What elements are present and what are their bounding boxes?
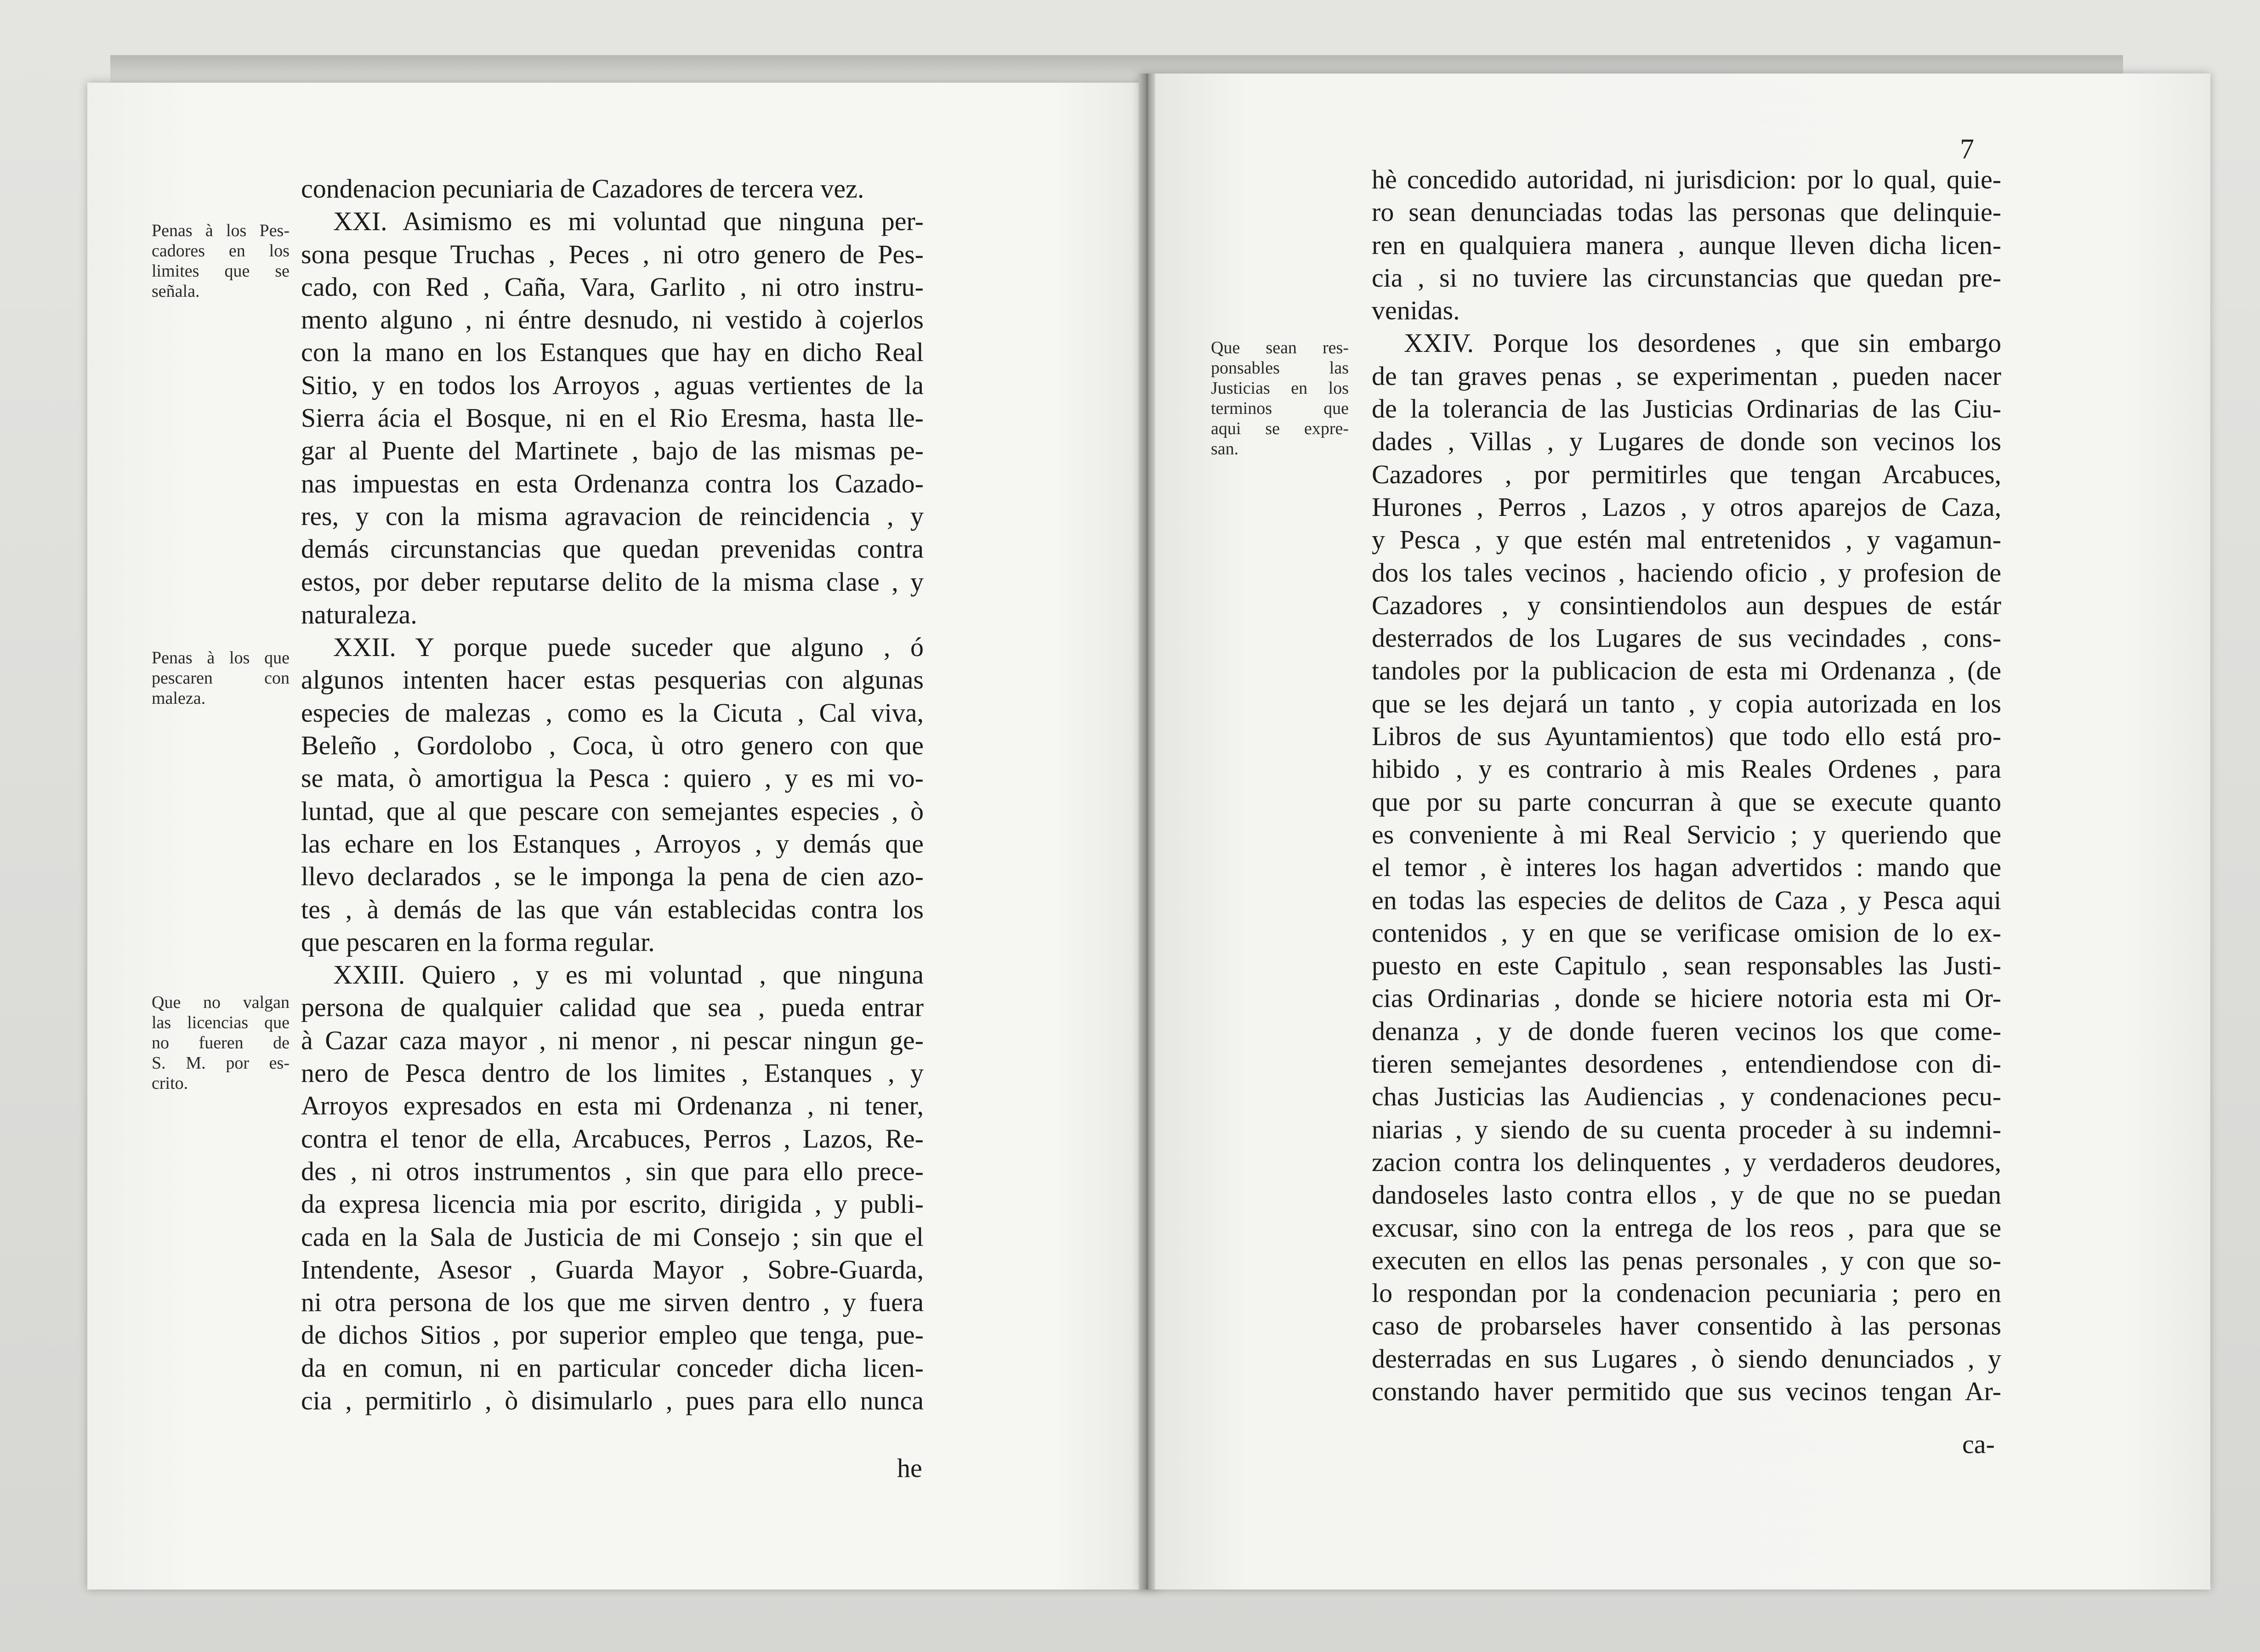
text-line: caso de probarseles haver consentido à las personas [1372, 1311, 2001, 1341]
left-page-catchword: he [897, 1453, 922, 1483]
text-line: demás circunstancias que quedan prevenidas contra [301, 534, 924, 564]
text-line: luntad, que al que pescare con semejantes especies , ò [301, 796, 924, 826]
text-line: nero de Pesca dentro de los limites , Estanques , y [301, 1058, 924, 1088]
text-line: contenidos , y en que se verificase omision de lo ex- [1372, 917, 2001, 948]
margin-note-line: maleza. [152, 689, 206, 708]
text-line: Arroyos expresados en esta mi Ordenanza , ni tener, [301, 1091, 924, 1121]
text-line: de dichos Sitios , por superior empleo que tenga, pue- [301, 1320, 924, 1350]
text-line: XXI. Asimismo es mi voluntad que ninguna per- [333, 206, 924, 237]
text-line: excusar, sino con la entrega de los reos , para que se [1372, 1212, 2001, 1243]
text-line: Sitio, y en todos los Arroyos , aguas vertientes de la [301, 370, 924, 400]
text-line: cias Ordinarias , donde se hiciere notoria esta mi Or- [1372, 983, 2001, 1013]
margin-note-penas-pescadores [152, 221, 290, 301]
text-line: executen en ellos las penas personales , y con que so- [1372, 1245, 2001, 1275]
text-line: res, y con la misma agravacion de reincidencia , y [301, 501, 924, 531]
text-line: zacion contra los delinquentes , y verdaderos deudores, [1372, 1147, 2001, 1177]
text-line: que por su parte concurran à que se execute quanto [1372, 786, 2001, 817]
margin-note-penas-maleza [152, 648, 290, 708]
text-line: mento alguno , ni éntre desnudo, ni vestido à cojerlos [301, 305, 924, 335]
text-line: dos los tales vecinos , haciendo oficio , y profesion de [1372, 557, 2001, 588]
text-line: Cazadores , y consintiendolos aun despues de estár [1372, 590, 2001, 620]
text-line: puesto en este Capitulo , sean responsables las Justi- [1372, 950, 2001, 981]
text-line: tes , à demás de las que ván establecidas contra los [301, 894, 924, 924]
page-number: 7 [1960, 134, 1974, 165]
text-line: ni otra persona de los que me sirven dentro , y fuera [301, 1287, 924, 1318]
margin-note-line: Penas à los Pes- [152, 221, 290, 240]
text-line: à Cazar caza mayor , ni menor , ni pescar ningun ge- [301, 1025, 924, 1055]
text-line: las echare en los Estanques , Arroyos , y demás que [301, 828, 924, 859]
text-line: hè concedido autoridad, ni jurisdicion: por lo qual, quie- [1372, 164, 2001, 194]
text-line: ro sean denunciadas todas las personas que delinquie- [1372, 197, 2001, 227]
text-line: Intendente, Asesor , Guarda Mayor , Sobre-Guarda, [301, 1254, 924, 1284]
text-line: de la tolerancia de las Justicias Ordinarias de las Ciu- [1372, 394, 2001, 424]
text-line: se mata, ò amortigua la Pesca : quiero , y es mi vo- [301, 763, 924, 793]
show-through-left [1085, 652, 1089, 673]
text-line: y Pesca , y que estén mal entretenidos , y vagamun- [1372, 525, 2001, 555]
right-page-body-text [1372, 163, 2001, 1408]
margin-note-line: terminos que [1211, 399, 1349, 418]
text-line: Beleño , Gordolobo , Coca, ù otro genero con que [301, 730, 924, 761]
text-line: cia , permitirlo , ò disimularlo , pues para ello nunca [301, 1385, 924, 1415]
text-line: cada en la Sala de Justicia de mi Consejo ; sin que el [301, 1222, 924, 1252]
margin-note-line: Justicias en los [1211, 379, 1349, 398]
text-line: Libros de sus Ayuntamientos) que todo ello está pro- [1372, 721, 2001, 752]
text-line: nas impuestas en esta Ordenanza contra los Cazado- [301, 468, 924, 498]
margin-note-licencias [152, 992, 290, 1093]
text-line: tandoles por la publicacion de esta mi Ordenanza , (de [1372, 656, 2001, 686]
text-line: sona pesque Truchas , Peces , ni otro genero de Pes- [301, 239, 924, 269]
text-line: dades , Villas , y Lugares de donde son vecinos los [1372, 426, 2001, 457]
text-line: en todas las especies de delitos de Caza , y Pesca aqui [1372, 885, 2001, 915]
book-gutter [1139, 74, 1155, 1590]
margin-note-line: pescaren con [152, 668, 290, 688]
text-line: XXII. Y porque puede suceder que alguno , ó [333, 632, 924, 662]
text-line: constando haver permitido que sus vecinos tengan Ar- [1372, 1376, 2001, 1406]
text-line: ren en qualquiera manera , aunque lleven dicha licen- [1372, 230, 2001, 260]
margin-note-line: aqui se expre- [1211, 419, 1349, 438]
margin-note-line: señala. [152, 282, 200, 301]
text-line: desterrados de los Lugares de sus vecindades , cons- [1372, 623, 2001, 653]
text-line: da en comun, ni en particular conceder dicha licen- [301, 1352, 924, 1383]
text-line: que pescaren en la forma regular. [301, 927, 655, 957]
text-line: des , ni otros instrumentos , sin que para ello prece- [301, 1156, 924, 1186]
text-line: estos, por deber reputarse delito de la misma clase , y [301, 566, 924, 597]
text-line: contra el tenor de ella, Arcabuces, Perros , Lazos, Re- [301, 1123, 924, 1154]
text-line: persona de qualquier calidad que sea , pueda entrar [301, 992, 924, 1023]
margin-note-line: Que sean res- [1211, 338, 1349, 357]
margin-note-line: cadores en los [152, 241, 290, 260]
margin-note-line: crito. [152, 1074, 188, 1093]
margin-note-line: las licencias que [152, 1013, 290, 1032]
text-line: Sierra ácia el Bosque, ni en el Rio Eresma, hasta lle- [301, 403, 924, 433]
text-line: cado, con Red , Caña, Vara, Garlito , ni otro instru- [301, 272, 924, 302]
text-line: el temor , è interes los hagan advertidos : mando que [1372, 852, 2001, 883]
margin-note-line: ponsables las [1211, 358, 1349, 378]
text-line: tieren semejantes desordenes , entendiendose con di- [1372, 1049, 2001, 1079]
margin-note-line: no fueren de [152, 1033, 290, 1052]
text-line: es conveniente à mi Real Servicio ; y queriendo que [1372, 819, 2001, 849]
margin-note-justicias [1211, 338, 1349, 459]
text-line: naturaleza. [301, 599, 417, 629]
margin-note-line: limites que se [152, 261, 290, 281]
text-line: especies de malezas , como es la Cicuta , Cal viva, [301, 697, 924, 728]
margin-note-line: Penas à los que [152, 648, 290, 668]
text-line: hibido , y es contrario à mis Reales Ordenes , para [1372, 754, 2001, 784]
text-line: de tan graves penas , se experimentan , pueden nacer [1372, 361, 2001, 391]
margin-note-line: san. [1211, 439, 1239, 458]
text-line: dandoseles lasto contra ellos , y de que no se puedan [1372, 1180, 2001, 1210]
text-line: Hurones , Perros , Lazos , y otros aparejos de Caza, [1372, 492, 2001, 522]
text-line: gar al Puente del Martinete , bajo de las mismas pe- [301, 436, 924, 466]
margin-note-line: S. M. por es- [152, 1053, 290, 1073]
text-line: desterradas en sus Lugares , ò siendo denunciados , y [1372, 1343, 2001, 1374]
left-page-body-text [301, 172, 924, 1417]
text-line: niarias , y siendo de su cuenta proceder à su indemni- [1372, 1114, 2001, 1144]
text-line: Cazadores , por permitirles que tengan Arcabuces, [1372, 459, 2001, 489]
text-line: da expresa licencia mia por escrito, dirigida , y publi- [301, 1189, 924, 1219]
margin-note-line: Que no valgan [152, 993, 290, 1012]
text-line: condenacion pecuniaria de Cazadores de tercera vez. [301, 174, 864, 204]
text-line: llevo declarados , se le imponga la pena de cien azo- [301, 861, 924, 892]
text-line: denanza , y de donde fueren vecinos los que come- [1372, 1016, 2001, 1046]
text-line: XXIV. Porque los desordenes , que sin embargo [1404, 328, 2001, 358]
text-line: algunos intenten hacer estas pesquerias con algunas [301, 665, 924, 695]
text-line: chas Justicias las Audiencias , y condenaciones pecu- [1372, 1081, 2001, 1112]
text-line: XXIII. Quiero , y es mi voluntad , que ninguna [333, 960, 924, 990]
text-line: cia , si no tuviere las circunstancias que quedan pre- [1372, 262, 2001, 293]
text-line: venidas. [1372, 295, 1460, 326]
text-line: con la mano en los Estanques que hay en dicho Real [301, 337, 924, 368]
text-line: que se les dejará un tanto , y copia autorizada en los [1372, 688, 2001, 719]
right-page-catchword: ca- [1962, 1429, 1995, 1459]
text-line: lo respondan por la condenacion pecuniaria ; pero en [1372, 1278, 2001, 1308]
